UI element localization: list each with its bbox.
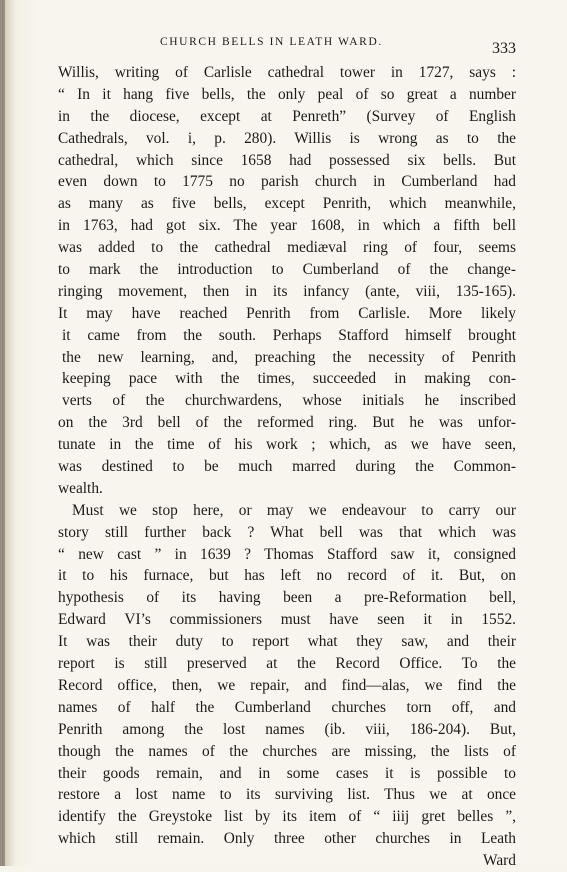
text-line: Must we stop here, or may we endeavour to carry our [72,501,516,519]
text-line: names of half the Cumberland churches torn off, and [58,698,516,716]
text-line: It may have reached Penrith from Carlisle. More likely [58,304,516,322]
text-line: in 1763, had got six. The year 1608, in which a fifth bell [58,217,516,235]
catchword: Ward [483,852,516,870]
text-line: “ In it hang five bells, the only peal of so great a number [58,85,516,103]
text-line: though the names of the churches are missing, the lists of [58,742,516,760]
running-title: CHURCH BELLS IN LEATH WARD. [160,36,383,48]
text-line: their goods remain, and in some cases it is possible to [58,764,516,782]
text-line: It was their duty to report what they saw, and their [58,633,516,651]
text-line: on the 3rd bell of the reformed ring. But he was unfor- [58,414,516,432]
text-line: Record office, then, we repair, and find—alas, we find the [58,676,516,694]
text-line: was destined to be much marred during the Common- [58,458,516,476]
text-line: it to his furnace, but has left no record of it. But, on [58,567,516,585]
text-line: as many as five bells, except Penrith, which meanwhile, [58,195,516,213]
text-line: story still further back ? What bell was that which was [58,523,516,541]
text-line: “ new cast ” in 1639 ? Thomas Stafford saw it, consigned [58,545,516,563]
text-line: it came from the south. Perhaps Stafford himself brought [62,326,516,344]
body-text [58,62,516,872]
text-line: hypothesis of its having been a pre-Reformation bell, [58,589,516,607]
text-line: report is still preserved at the Record Office. To the [58,655,516,673]
text-line: in the diocese, except at Penreth” (Survey of English [58,107,516,125]
text-line: even down to 1775 no parish church in Cumberland had [58,173,516,191]
text-line: wealth. [58,479,103,497]
page-edge-shadow [2,0,5,866]
text-line: Cathedrals, vol. i, p. 280). Willis is wrong as to the [58,129,516,147]
text-line: ringing movement, then in its infancy (ante, viii, 135-165). [58,282,516,300]
text-line: keeping pace with the times, succeeded in making con- [62,370,516,388]
text-line: Willis, writing of Carlisle cathedral tower in 1727, says : [58,64,516,81]
text-line: which still remain. Only three other churches in Leath [58,830,516,848]
text-line: identify the Greystoke list by its item of “ iiij gret belles ”, [58,808,516,826]
text-line: was added to the cathedral mediæval ring of four, seems [58,239,516,257]
text-line: Edward VI’s commissioners must have seen it in 1552. [58,611,516,629]
text-line: cathedral, which since 1658 had possessed six bells. But [58,151,516,169]
text-line: verts of the churchwardens, whose initials he inscribed [62,392,516,410]
page-number: 333 [492,40,516,57]
text-line: tunate in the time of his work ; which, as we have seen, [58,436,516,454]
text-line: restore a lost name to its surviving list. Thus we at once [58,786,516,804]
text-line: the new learning, and, preaching the necessity of Penrith [62,348,516,366]
text-line: Penrith among the lost names (ib. viii, 186-204). But, [58,720,516,738]
text-line: to mark the introduction to Cumberland of the change- [58,261,516,279]
